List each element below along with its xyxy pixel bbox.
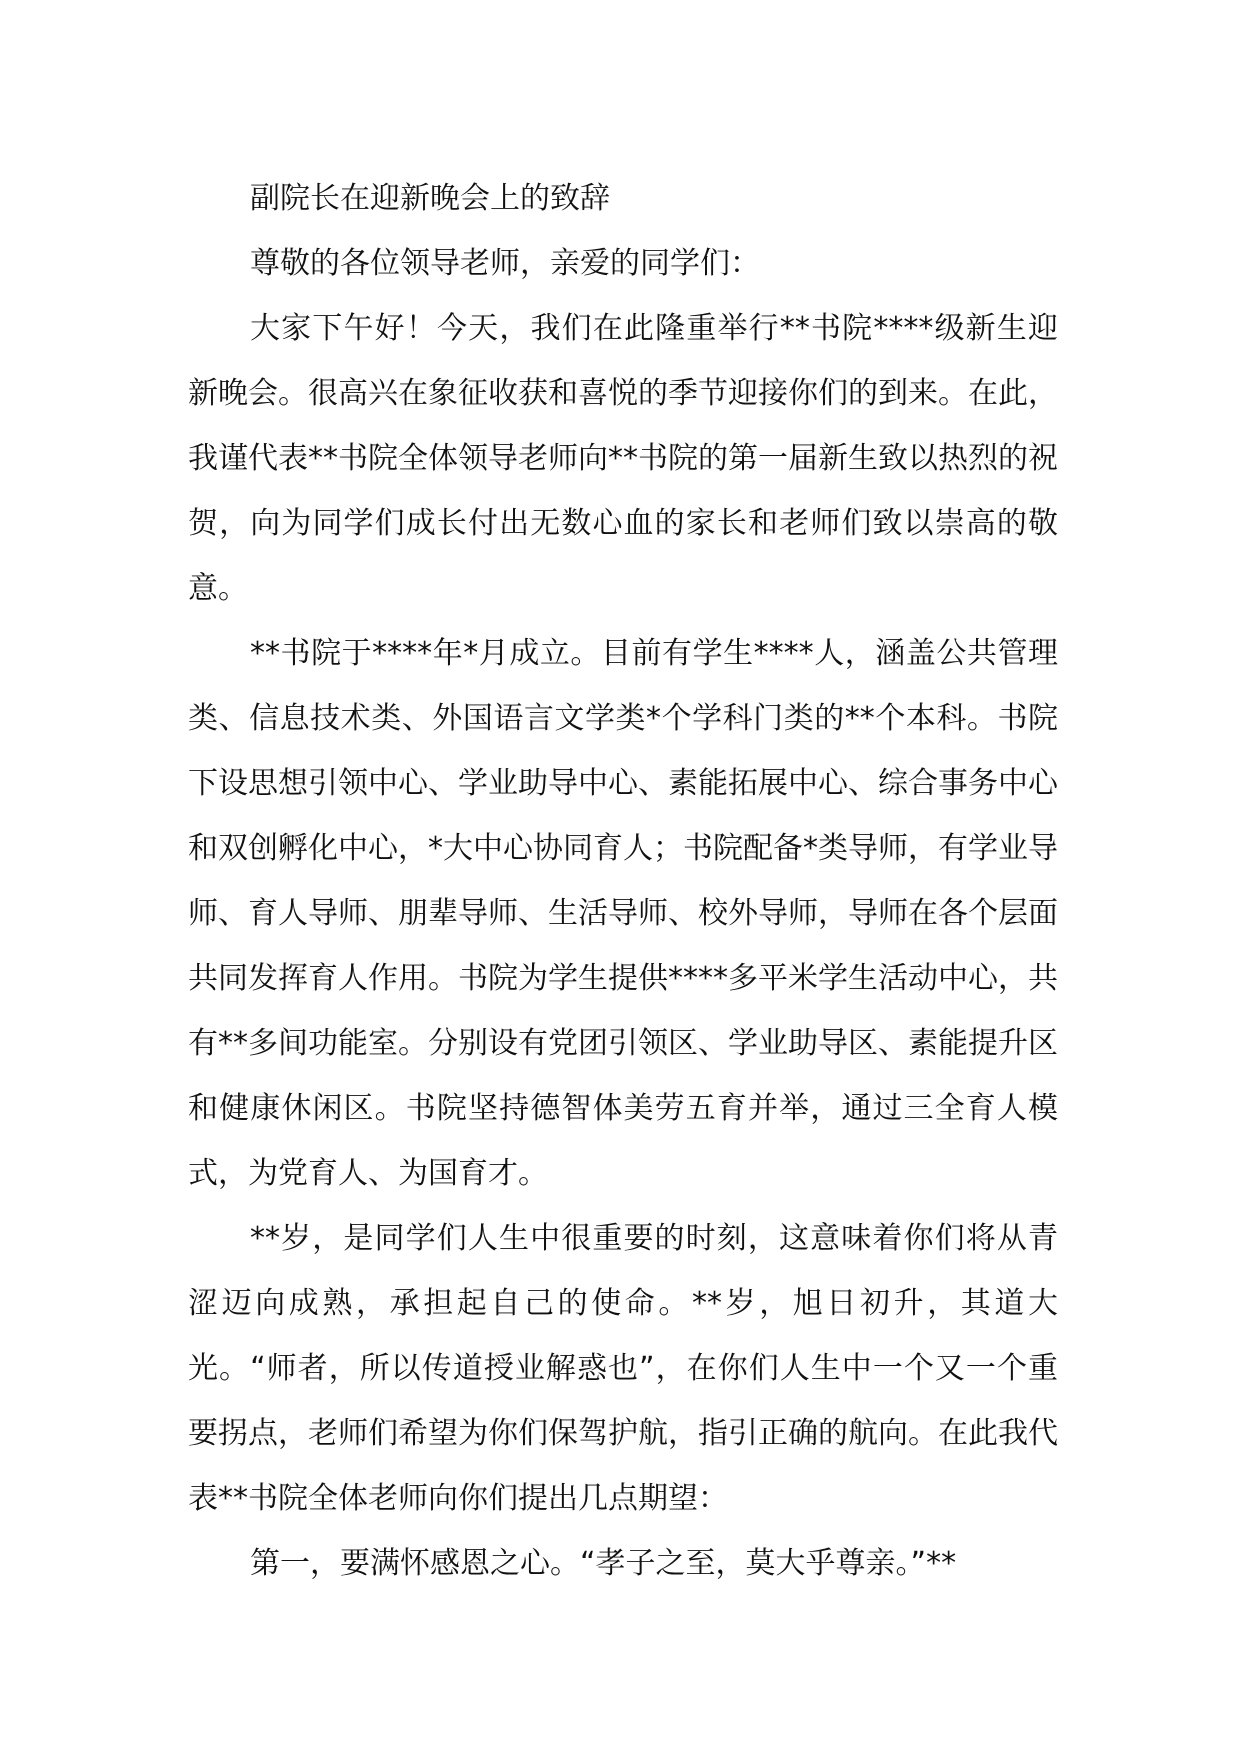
paragraph-greeting: 大家下午好！今天，我们在此隆重举行**书院****级新生迎新晚会。很高兴在象征收获和喜悦的季节迎接你们的到来。在此，我谨代表**书院全体领导老师向**书院的第一届新生致以热烈的祝贺，向为同学们成长付出无数心血的家长和老师们致以崇高的敬意。 bbox=[188, 311, 1058, 606]
document-title: 副院长在迎新晚会上的致辞 bbox=[250, 181, 610, 216]
document-body bbox=[188, 166, 1058, 1596]
paragraph-college-intro: **书院于****年*月成立。目前有学生****人，涵盖公共管理类、信息技术类、外国语言文学类*个学科门类的**个本科。书院下设思想引领中心、学业助导中心、素能拓展中心、综合事务中心和双创孵化中心，*大中心协同育人；书院配备*类导师，有学业导师、育人导师、朋辈导师、生活导师、校外导师，导师在各个层面共同发挥育人作用。书院为学生提供****多平米学生活动中心，共有**多间功能室。分别设有党团引领区、学业助导区、素能提升区和健康休闲区。书院坚持德智体美劳五育并举，通过三全育人模式，为党育人、为国育才。 bbox=[188, 636, 1058, 1191]
salutation: 尊敬的各位领导老师，亲爱的同学们： bbox=[250, 246, 760, 281]
paragraph-expectations: **岁，是同学们人生中很重要的时刻，这意味着你们将从青涩迈向成熟，承担起自己的使命。**岁，旭日初升，其道大光。“师者，所以传道授业解惑也”，在你们人生中一个又一个重要拐点，老师们希望为你们保驾护航，指引正确的航向。在此我代表**书院全体老师向你们提出几点期望： bbox=[188, 1221, 1058, 1516]
paragraph-first-point: 第一，要满怀感恩之心。“孝子之至，莫大乎尊亲。”** bbox=[250, 1546, 957, 1581]
